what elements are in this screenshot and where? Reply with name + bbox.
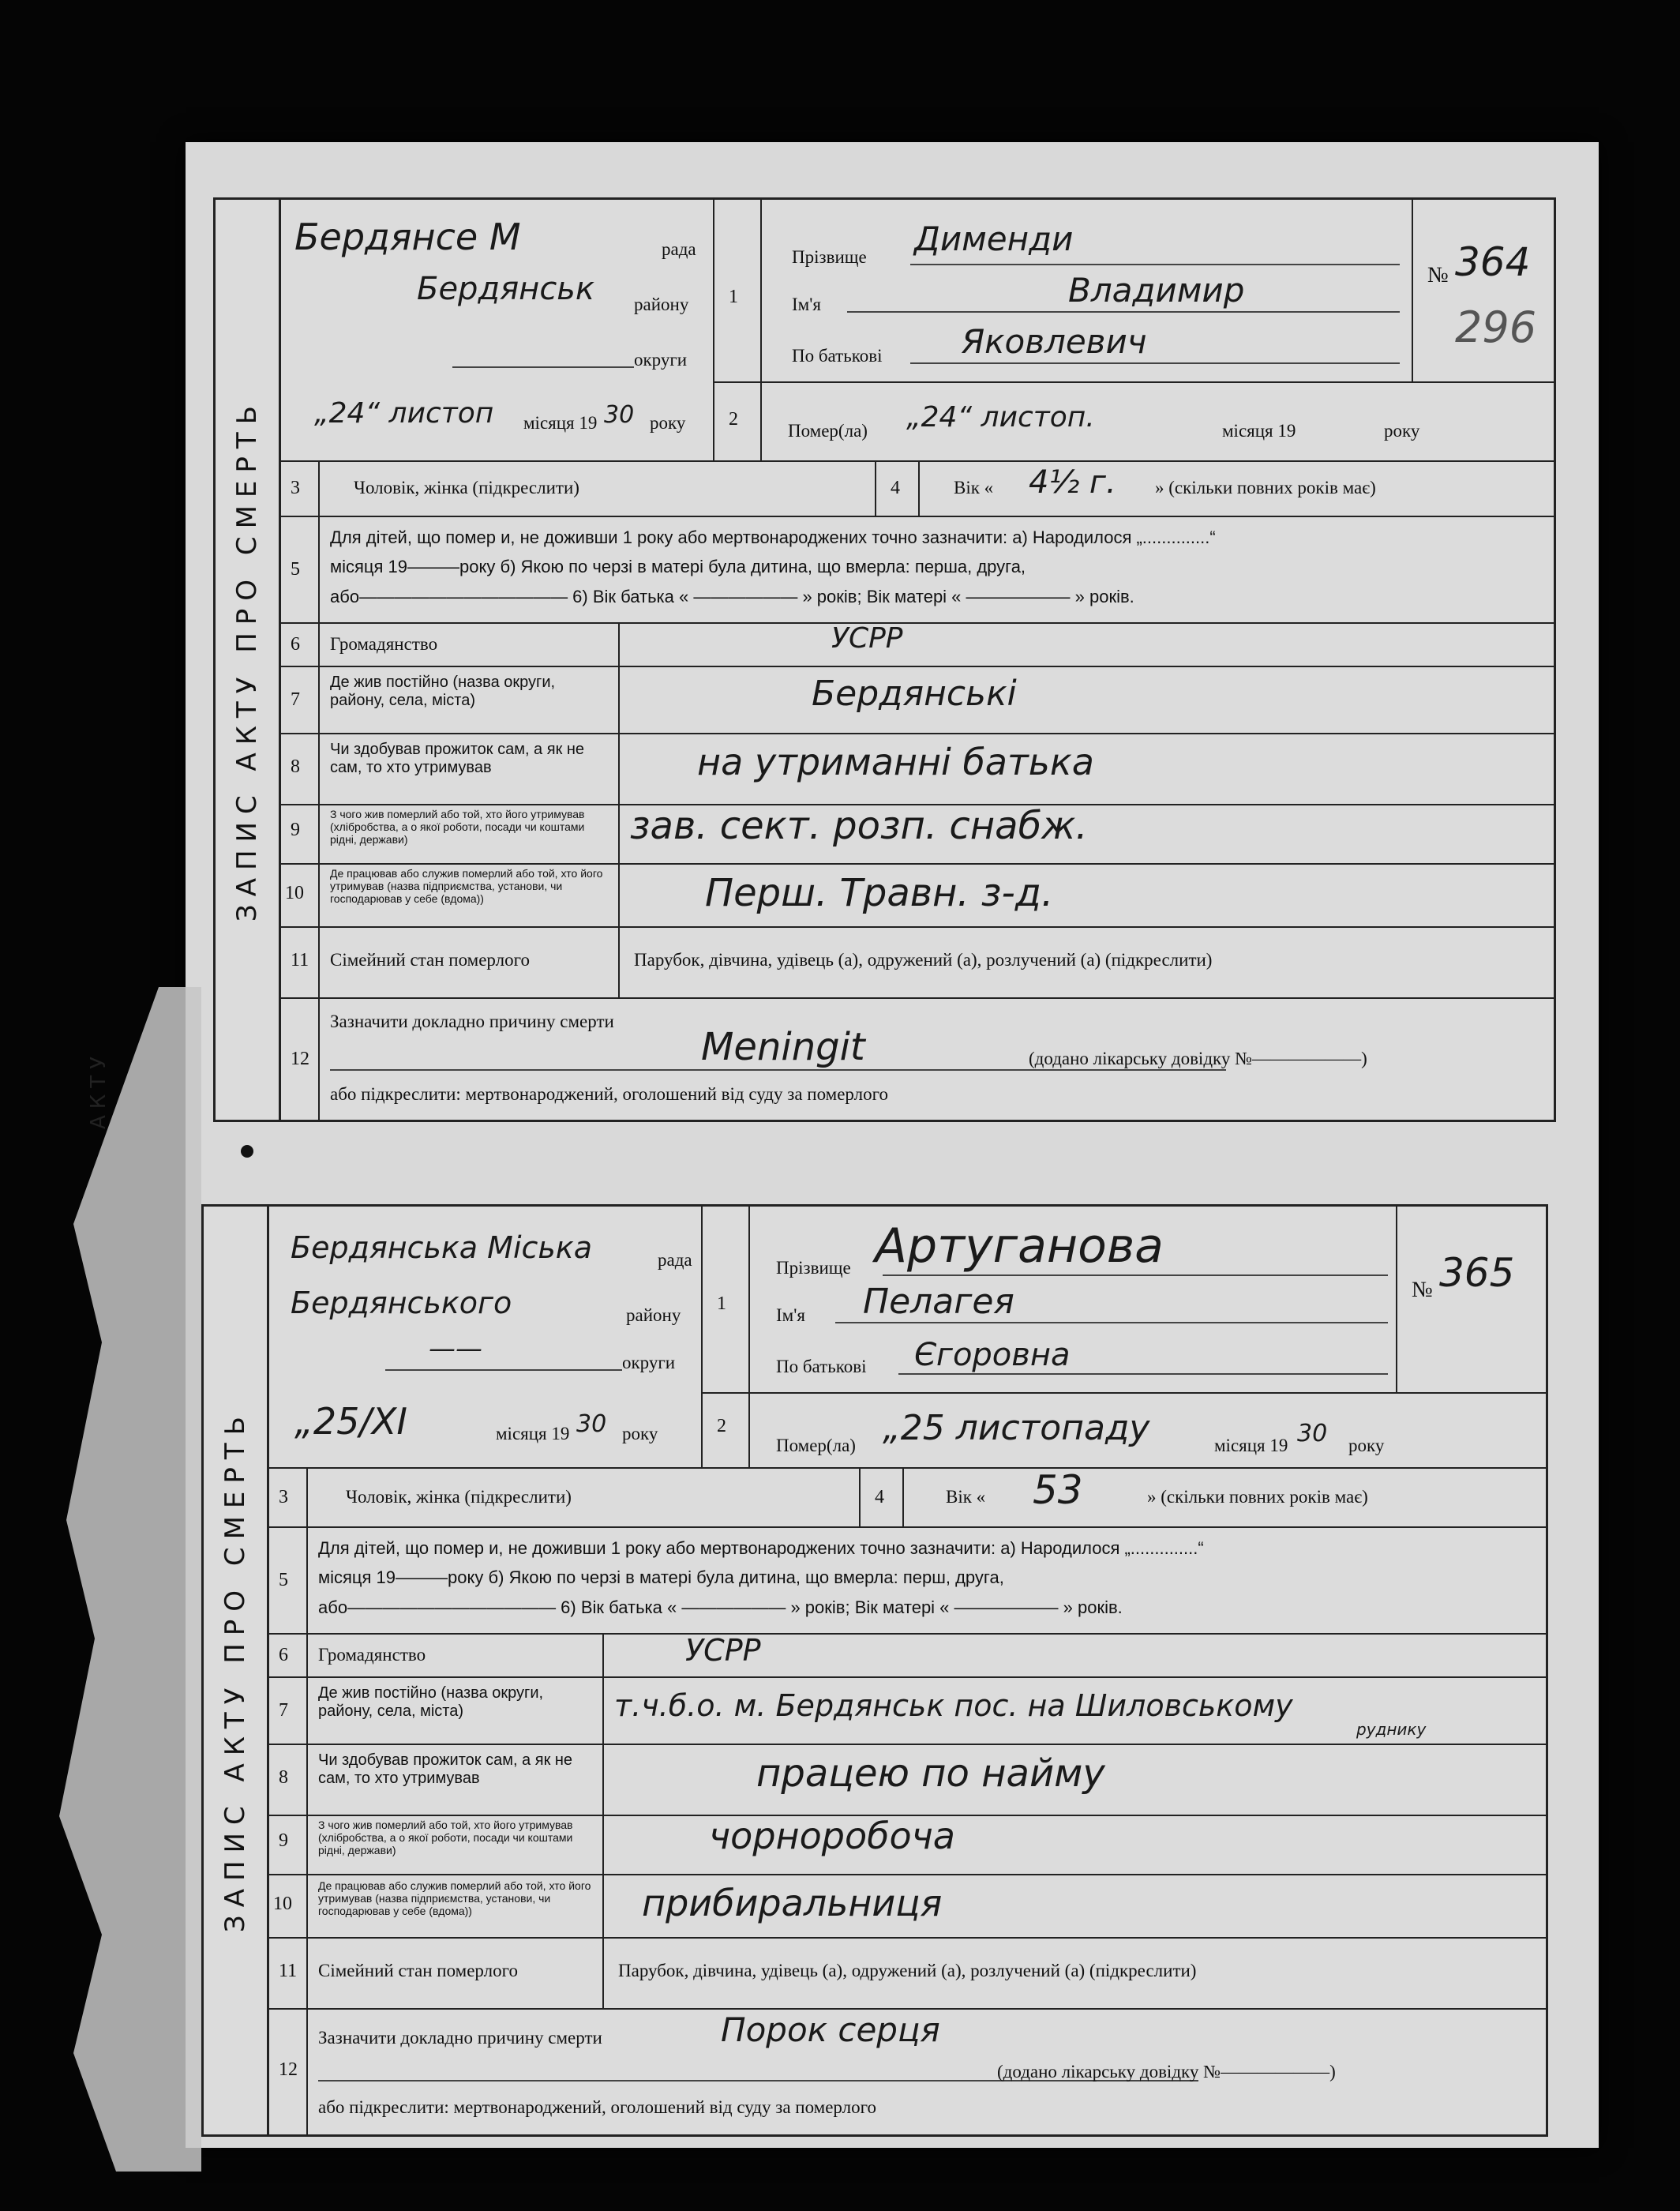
record-number-value: 364 <box>1455 239 1531 285</box>
row-number: 3 <box>291 478 300 498</box>
certificate-label: (додано лікарську довідку №——————) <box>997 2062 1336 2081</box>
row-number: 12 <box>291 1049 309 1069</box>
row-number: 1 <box>729 287 738 307</box>
surname-label: Прізвище <box>776 1258 851 1278</box>
occupation-label: З чого жив померлий або той, хто його утримував (хлібробства, а о якої роботи, посади чи коштами рідні, держави) <box>330 808 585 846</box>
patronymic-value: Єгоровна <box>914 1337 1071 1373</box>
livelihood-value: на утриманні батька <box>697 741 1094 783</box>
stillborn-line: або підкреслити: мертвонароджений, оголошений від суду за померлого <box>318 2097 876 2117</box>
row-number: 11 <box>279 1961 298 1981</box>
occupation-value: зав. сект. розп. снабж. <box>630 804 1088 848</box>
okrug-label: округи <box>622 1353 676 1372</box>
district-label: району <box>634 295 689 314</box>
row-number: 6 <box>279 1645 288 1665</box>
residence-label: Де жив постійно (назва округи, району, села, міста) <box>330 674 556 709</box>
record-year-value: 30 <box>576 1410 607 1438</box>
cause-label: Зазначити докладно причину смерти <box>330 1012 614 1031</box>
okrug-value: —— <box>429 1333 482 1365</box>
citizen-label: Громадянство <box>318 1645 426 1665</box>
died-year-label: року <box>1384 421 1420 441</box>
surname-value: Артуганова <box>875 1218 1164 1274</box>
okrug-label: округи <box>634 350 688 370</box>
council-label: рада <box>658 1250 692 1270</box>
row-number: 9 <box>279 1830 288 1851</box>
age-tail: » (скільки повних років має) <box>1147 1487 1368 1507</box>
name-value: Пелагея <box>863 1282 1014 1322</box>
workplace-label: Де працював або служив померлий або той, хто його утримував (назва підприємства, установи, чи господарював у себе (вдома)) <box>330 867 603 905</box>
row-number: 2 <box>717 1416 726 1436</box>
surname-value: Дименди <box>914 220 1074 258</box>
patronymic-label: По батькові <box>792 346 883 366</box>
row-number: 9 <box>291 820 300 840</box>
district-value: Бердянськ <box>417 271 595 307</box>
stillborn-line: або підкреслити: мертвонароджений, оголошений від суду за померлого <box>330 1084 888 1104</box>
record-year-label: року <box>650 413 686 433</box>
row-number: 10 <box>285 883 304 903</box>
child-line-3: або———————————— 6) Вік батька « —————— » років; Вік матері « —————— » років. <box>330 587 1134 606</box>
marital-options: Парубок, дівчина, удівець (а), одружений (а), розлучений (а) (підкреслити) <box>634 950 1213 970</box>
citizen-value: УСРР <box>685 1633 761 1668</box>
marital-options: Парубок, дівчина, удівець (а), одружений (а), розлучений (а) (підкреслити) <box>618 1961 1197 1980</box>
row-number: 4 <box>891 478 900 498</box>
patronymic-value: Яковлевич <box>962 322 1147 361</box>
row-number: 3 <box>279 1487 288 1507</box>
died-month-label: місяця 19 <box>1214 1436 1288 1455</box>
child-line-1: Для дітей, що помер и, не доживши 1 року або мертвонароджених точно зазначити: а) Народилося „..............“ <box>330 527 1216 547</box>
sidebar <box>204 1207 269 2134</box>
workplace-value: Перш. Травн. з-д. <box>705 871 1054 915</box>
sex-label: Чоловік, жінка (підкреслити) <box>346 1487 572 1507</box>
number-label: № <box>1427 263 1449 287</box>
age-label: Вік « <box>946 1487 986 1507</box>
record-number-value: 365 <box>1439 1250 1515 1296</box>
citizen-value: УСРР <box>831 622 903 655</box>
row-number: 4 <box>875 1487 884 1507</box>
row-number: 6 <box>291 634 300 655</box>
sidebar <box>216 200 281 1120</box>
age-value: 4½ г. <box>1029 464 1116 501</box>
certificate-label: (додано лікарську довідку №——————) <box>1029 1049 1367 1068</box>
row-number: 12 <box>279 2059 298 2080</box>
age-value: 53 <box>1033 1467 1083 1513</box>
sidebar-title: ЗАПИС АКТУ ПРО СМЕРТЬ <box>219 1408 251 1933</box>
died-month-label: місяця 19 <box>1222 421 1296 441</box>
council-label: рада <box>662 239 696 259</box>
record-year-label: року <box>622 1424 658 1443</box>
workplace-label: Де працював або служив померлий або той, хто його утримував (назва підприємства, установи, чи господарював у себе (вдома)) <box>318 1879 591 1917</box>
row-number: 10 <box>273 1894 292 1914</box>
record-date-value: „24“ листоп <box>314 397 494 430</box>
record-date-label: місяця 19 <box>496 1424 570 1443</box>
child-line-2: місяця 19———року б) Якою по черзі в матері була дитина, що вмерла: перш, друга, <box>318 1567 1004 1587</box>
name-label: Ім'я <box>776 1305 805 1325</box>
livelihood-value: працею по найму <box>756 1751 1105 1796</box>
council-value: Бердянська Міська <box>291 1230 593 1265</box>
sex-label: Чоловік, жінка (підкреслити) <box>354 478 579 497</box>
died-label: Помер(ла) <box>788 421 868 441</box>
child-line-2: місяця 19———року б) Якою по черзі в матері була дитина, що вмерла: перша, друга, <box>330 557 1026 576</box>
child-line-1: Для дітей, що помер и, не доживши 1 року або мертвонароджених точно зазначити: а) Народилося „..............“ <box>318 1538 1204 1558</box>
surname-label: Прізвище <box>792 247 867 267</box>
sidebar-title: ЗАПИС АКТУ ПРО СМЕРТЬ <box>231 397 263 922</box>
died-date-value: „24“ листоп. <box>906 401 1095 434</box>
occupation-value: чорноробоча <box>709 1815 955 1857</box>
marital-label: Сімейний стан померлого <box>330 950 530 970</box>
record-number-alt: 296 <box>1455 302 1537 352</box>
died-date-value: „25 листопаду <box>883 1408 1150 1448</box>
side-fragment: АКТУ <box>87 1050 111 1129</box>
livelihood-label: Чи здобував прожиток сам, а як не сам, то хто утримував <box>330 741 585 776</box>
age-tail: » (скільки повних років має) <box>1155 478 1376 497</box>
cause-value: Порок серця <box>721 2010 940 2049</box>
citizen-label: Громадянство <box>330 634 438 654</box>
cause-value: Meningit <box>701 1025 865 1069</box>
age-label: Вік « <box>954 478 994 497</box>
residence-value-2: руднику <box>1356 1720 1427 1739</box>
marital-label: Сімейний стан померлого <box>318 1961 518 1980</box>
livelihood-label: Чи здобував прожиток сам, а як не сам, то хто утримував <box>318 1751 573 1787</box>
residence-value: т.ч.б.о. м. Бердянськ пос. на Шиловському <box>614 1688 1293 1723</box>
occupation-label: З чого жив померлий або той, хто його утримував (хлібробства, а о якої роботи, посади чи коштами рідні, держави) <box>318 1819 573 1856</box>
record-year-value: 30 <box>604 401 635 429</box>
row-number: 7 <box>279 1700 288 1721</box>
district-label: району <box>626 1305 681 1325</box>
death-record-bottom <box>201 1204 1548 2137</box>
residence-label: Де жив постійно (назва округи, району, села, міста) <box>318 1684 544 1720</box>
row-number: 2 <box>729 409 738 430</box>
workplace-value: прибиральниця <box>642 1882 943 1924</box>
cause-label: Зазначити докладно причину смерти <box>318 2028 602 2048</box>
died-year-label: року <box>1348 1436 1385 1455</box>
record-date-label: місяця 19 <box>523 413 598 433</box>
row-number: 8 <box>279 1767 288 1788</box>
residence-value: Бердянські <box>812 674 1017 714</box>
death-record-top <box>213 197 1556 1122</box>
row-number: 8 <box>291 756 300 777</box>
row-number: 11 <box>291 950 309 970</box>
row-number: 1 <box>717 1293 726 1314</box>
row-number: 5 <box>291 559 300 580</box>
child-line-3: або———————————— 6) Вік батька « —————— » років; Вік матері « —————— » років. <box>318 1597 1123 1617</box>
name-value: Владимир <box>1068 271 1245 310</box>
torn-edge <box>59 987 201 2172</box>
row-number: 7 <box>291 689 300 710</box>
row-number: 5 <box>279 1570 288 1590</box>
district-value: Бердянського <box>291 1286 512 1320</box>
died-year-value: 30 <box>1297 1420 1328 1447</box>
punch-hole <box>241 1145 253 1158</box>
council-value: Бердянсе М <box>294 216 521 258</box>
record-date-value: „25/XI <box>294 1400 407 1443</box>
patronymic-label: По батькові <box>776 1357 867 1376</box>
name-label: Ім'я <box>792 295 821 314</box>
number-label: № <box>1412 1278 1433 1302</box>
died-label: Помер(ла) <box>776 1436 856 1455</box>
